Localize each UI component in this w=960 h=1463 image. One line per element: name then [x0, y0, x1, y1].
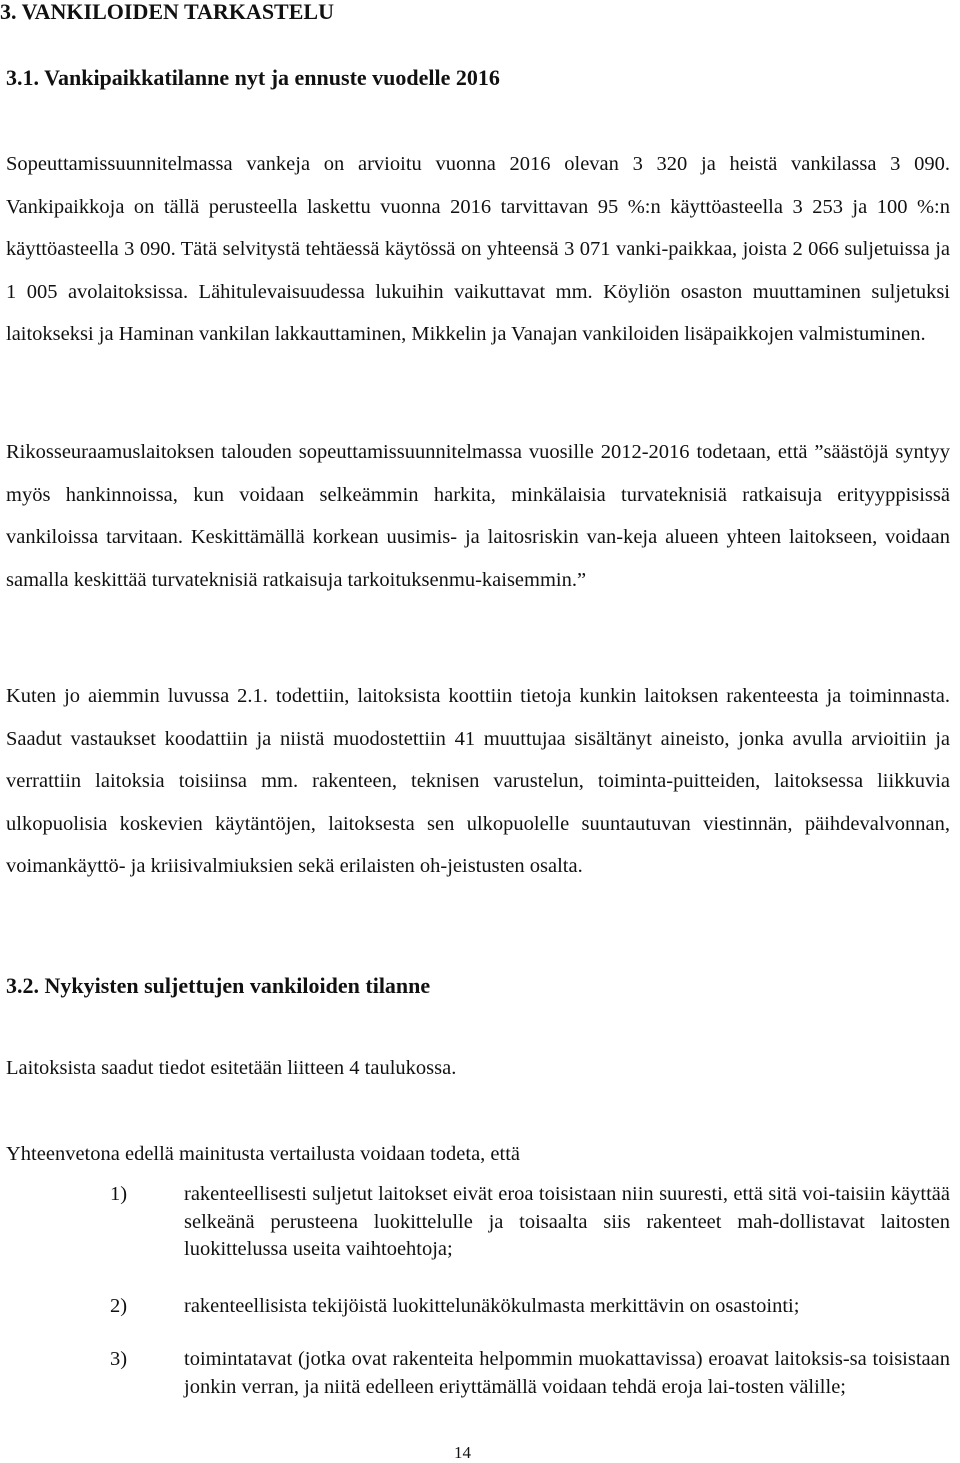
- list-item-number: 1): [110, 1183, 128, 1205]
- section-heading-3-1: 3.1. Vankipaikkatilanne nyt ja ennuste vuodelle 2016: [6, 65, 500, 90]
- paragraph-appendix-reference: Laitoksista saadut tiedot esitetään liitteen 4 taulukossa.: [6, 1057, 457, 1079]
- list-item: [110, 1293, 950, 1323]
- list-item: [110, 1346, 950, 1430]
- list-item: [110, 1181, 950, 1265]
- paragraph-prison-places: Sopeuttamissuunnitelmassa vankeja on arvioitu vuonna 2016 olevan 3 320 ja heistä vankilassa 3 090. Vankipaikkoja on tällä perusteella laskettu vuonna 2016 tarvittavan 95 %:n käyttöasteella 3 253 ja 100 %:n käyttöasteella 3 090. Tätä selvitystä tehtäessä käytössä on yhteensä 3 071 vanki-paikkaa, joista 2 066 suljetuissa ja 1 005 avolaitoksissa. Lähitulevaisuudessa lukuihin vaikuttavat mm. Köyliön osaston muuttaminen suljetuksi laitokseksi ja Haminan vankilan lakkauttaminen, Mikkelin ja Vanajan vankiloiden lisäpaikkojen valmistuminen.: [6, 153, 950, 345]
- paragraph-summary-intro: Yhteenvetona edellä mainitusta vertailusta voidaan todeta, että: [6, 1143, 521, 1165]
- section-heading-3-2: 3.2. Nykyisten suljettujen vankiloiden tilanne: [6, 973, 431, 998]
- list-item-text: toimintatavat (jotka ovat rakenteita helpommin muokattavissa) eroavat laitoksis-sa toisistaan jonkin verran, ja niitä edelleen eriyttämällä voidaan tehdä eroja lai-tosten välille;: [184, 1348, 950, 1398]
- list-item-text: rakenteellisista tekijöistä luokittelunäkökulmasta merkittävin on osastointi;: [184, 1295, 800, 1317]
- list-item-number: 3): [110, 1348, 128, 1370]
- page-number: 14: [454, 1443, 471, 1462]
- list-item-number: 2): [110, 1295, 128, 1317]
- list-item-text: rakenteellisesti suljetut laitokset eivät eroa toisistaan niin suuresti, että sitä voi-taisiin käyttää selkeänä perusteena luokittelulle ja toisaalta siis rakenteet mah-dollistavat laitosten luokittelussa useita vaihtoehtoja;: [184, 1183, 950, 1260]
- paragraph-savings-plan: Rikosseuraamuslaitoksen talouden sopeuttamissuunnitelmassa vuosille 2012-2016 todetaan, että ”säästöjä syntyy myös hankinnoissa, kun voidaan selkeämmin harkita, minkälaisia turvateknisiä ratkaisuja erityyppisissä vankiloissa tarvitaan. Keskittämällä korkean uusimis- ja laitosriskin van-keja alueen yhteen laitokseen, voidaan samalla keskittää turvateknisiä ratkaisuja tarkoituksenmu-kaisemmin.”: [6, 441, 950, 591]
- paragraph-survey-data: Kuten jo aiemmin luvussa 2.1. todettiin, laitoksista koottiin tietoja kunkin laitoksen rakenteesta ja toiminnasta. Saadut vastaukset koodattiin ja niistä muodostettiin 41 muuttujaa sisältänyt aineisto, jonka avulla arvioitiin ja verrattiin laitoksia toisiinsa mm. rakenteen, teknisen varustelun, toiminta-puitteiden, laitoksessa liikkuvia ulkopuolisia koskevien käytäntöjen, laitoksesta sen ulkopuolelle suuntautuvan viestinnän, päihdevalvonnan, voimankäyttö- ja kriisivalmiuksien sekä erilaisten oh-jeistusten osalta.: [6, 685, 950, 877]
- chapter-heading: 3. VANKILOIDEN TARKASTELU: [0, 0, 334, 24]
